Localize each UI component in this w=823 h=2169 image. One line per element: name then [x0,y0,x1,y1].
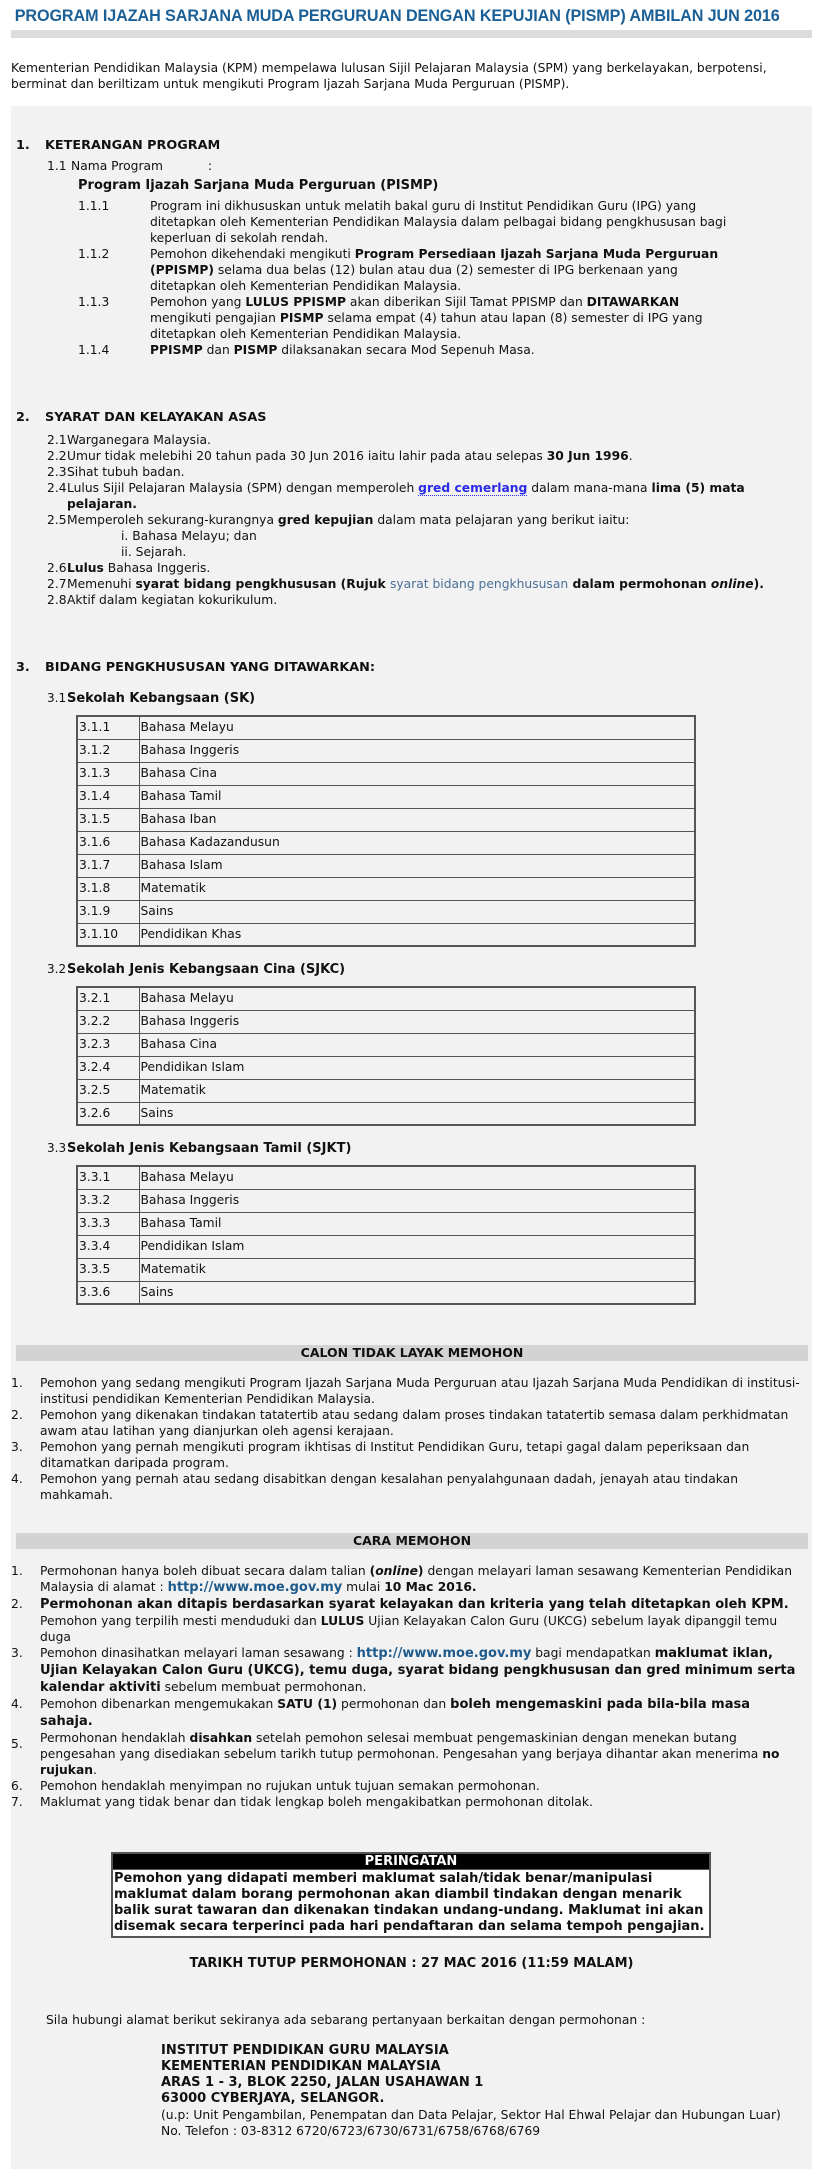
item-number: 2.3 [47,465,67,479]
list-item [11,1439,806,1471]
section-ineligible [11,1345,812,1503]
item-text: Memenuhi syarat bidang pengkhususan (Rujuk syarat bidang pengkhususan dalam permohonan online). [67,577,764,591]
table-row [77,1033,695,1056]
item-text: Permohonan hanya boleh dibuat secara dalam talian (online) dengan melayari laman sesawang Kementerian Pendidikan Malaysia di alamat : http://www.moe.gov.my mulai 10 Mac 2016. [40,1564,793,1595]
item-number: 3.3 [47,1141,67,1155]
specialization-code: 3.1.4 [77,785,139,808]
item-text: Pemohon yang LULUS PPISMP akan diberikan Sijil Tamat PPISMP dan DITAWARKAN mengikuti pengajian PISMP selama empat (4) tahun atau lapan (8) semester di IPG yang ditetapkan oleh Kementerian Pendidikan Malaysia. [150,295,703,341]
specialization-code: 3.1.2 [77,739,139,762]
subsection-heading-sjkt [47,1140,812,1157]
label-text: Nama Program [71,159,164,173]
item-number: 3. [11,1440,23,1454]
specialization-name: Bahasa Tamil [139,785,695,808]
table-row [77,1102,695,1125]
phone-line: No. Telefon : 03-8312 6720/6723/6730/6731/6758/6768/6769 [161,2124,541,2138]
list-item [11,1563,806,1596]
list-item [47,576,812,592]
item-text: PPISMP dan PISMP dilaksanakan secara Mod Sepenuh Masa. [150,343,535,357]
specialization-code: 3.2.4 [77,1056,139,1079]
item-number: 3. [11,1646,23,1660]
ineligible-banner: CALON TIDAK LAYAK MEMOHON [16,1345,808,1361]
specialization-code: 3.1.10 [77,923,139,946]
specialization-code: 3.3.3 [77,1212,139,1235]
list-item [11,1645,806,1696]
item-number: 1.1.2 [78,247,110,261]
specialization-code: 3.1.1 [77,716,139,739]
section-heading [16,410,812,426]
item-text: Memperoleh sekurang-kurangnya gred kepujian dalam mata pelajaran yang berikut iaitu: [67,513,630,527]
table-row [77,1189,695,1212]
specialization-code: 3.1.5 [77,808,139,831]
list-item [11,1471,806,1503]
closing-date: TARIKH TUTUP PERMOHONAN : 27 MAC 2016 (11:59 MALAM) [189,1956,634,1971]
item-number: 6. [11,1779,23,1793]
how-to-apply-list [11,1563,812,1810]
section-number: 2. [16,410,30,425]
table-row [77,877,695,900]
specialization-code: 3.1.3 [77,762,139,785]
section-requirements [11,410,812,608]
item-number: 2.7 [47,577,67,591]
specialization-code: 3.2.6 [77,1102,139,1125]
item-number: 7. [11,1795,23,1809]
specialization-name: Bahasa Melayu [139,1166,695,1189]
content-panel [11,106,812,2169]
item-text: Pemohon hendaklah menyimpan no rujukan untuk tujuan semakan permohonan. [40,1779,540,1793]
warning-text: Pemohon yang didapati memberi maklumat salah/tidak benar/manipulasi maklumat dalam borang permohonan akan diambil tindakan dengan menarik balik surat tawaran dan dikenakan tindakan undang-undang. Maklumat ini akan disemak secara terperinci pada hari pendaftaran dan selama tempoh pengajian. [114,1871,705,1934]
item-text: Pemohon yang pernah atau sedang disabitkan dengan kesalahan penyalahgunaan dadah, jenayah atau tindakan mahkamah. [40,1472,738,1502]
subsection-title: Sekolah Jenis Kebangsaan Cina (SJKC) [67,962,346,977]
item-text: Pemohon dikehendaki mengikuti Program Persediaan Ijazah Sarjana Muda Perguruan (PPISMP) selama dua belas (12) bulan atau dua (2) semester di IPG berkenaan yang ditetapkan oleh Kementerian Pendidikan Malaysia. [150,247,719,293]
sk-specialization-table [76,715,696,947]
list-item [47,480,812,512]
title-divider [11,30,812,38]
moe-website-link[interactable]: http://www.moe.gov.my [356,1646,532,1661]
address-line: ARAS 1 - 3, BLOK 2250, JALAN USAHAWAN 1 [161,2075,484,2090]
item-number: 1.1.3 [78,295,110,309]
program-details-list [78,198,738,358]
specialization-name: Matematik [139,1258,695,1281]
list-item [11,1407,806,1439]
sjkc-specialization-table [76,986,696,1126]
specialization-name: Bahasa Iban [139,808,695,831]
item-number: 1.1.4 [78,343,110,357]
list-item [47,560,812,576]
table-row [77,1010,695,1033]
item-number: 3.1 [47,691,67,705]
section-heading [16,660,812,676]
table-row [77,854,695,877]
subsection-title: Sekolah Kebangsaan (SK) [67,691,256,706]
item-text: Lulus Bahasa Inggeris. [67,561,211,575]
specialization-code: 3.3.6 [77,1281,139,1304]
section-title: BIDANG PENGKHUSUSAN YANG DITAWARKAN: [45,660,375,675]
specialization-code: 3.1.8 [77,877,139,900]
specialization-code: 3.2.5 [77,1079,139,1102]
section-how-to-apply [11,1533,812,1810]
table-row [77,1166,695,1189]
list-item [78,342,738,358]
list-item [78,246,738,294]
item-number: 2.2 [47,449,67,463]
item-text: Pemohon yang pernah mengikuti program ikhtisas di Institut Pendidikan Guru, tetapi gagal dalam peperiksaan dan ditamatkan daripada program. [40,1440,750,1470]
item-text: Pemohon yang dikenakan tindakan tatatertib atau sedang dalam proses tindakan tatatertib semasa dalam perkhidmatan awam atau latihan yang dianjurkan oleh agensi kerajaan. [40,1408,789,1438]
specialization-code: 3.1.9 [77,900,139,923]
address-line: 63000 CYBERJAYA, SELANGOR. [161,2091,385,2106]
item-number: 2.4 [47,481,67,495]
specialization-name: Bahasa Melayu [139,716,695,739]
specialization-name: Bahasa Islam [139,854,695,877]
item-number: 2.1 [47,433,67,447]
item-text: Program ini dikhususkan untuk melatih bakal guru di Institut Pendidikan Guru (IPG) yang ditetapkan oleh Kementerian Pendidikan Malaysia dalam pelbagai bidang pengkhususan bagi keperluan di sekolah rendah. [150,199,727,245]
warning-title: PERINGATAN [113,1854,709,1870]
section-title: SYARAT DAN KELAYAKAN ASAS [45,410,267,425]
specialization-name: Bahasa Kadazandusun [139,831,695,854]
specialization-code: 3.2.1 [77,987,139,1010]
specialization-name: Bahasa Cina [139,762,695,785]
specialization-code: 3.3.4 [77,1235,139,1258]
sub-item: i. Bahasa Melayu; dan [121,529,257,543]
specialization-code: 3.3.1 [77,1166,139,1189]
specialization-name: Pendidikan Islam [139,1235,695,1258]
item-number: 4. [11,1472,23,1486]
how-to-apply-banner: CARA MEMOHON [16,1533,808,1549]
item-number: 4. [11,1697,23,1711]
address-line: INSTITUT PENDIDIKAN GURU MALAYSIA [161,2043,449,2058]
item-number: 2. [11,1408,23,1422]
item-number: 2.8 [47,593,67,607]
table-row [77,716,695,739]
item-number: 1.1.1 [78,199,110,213]
specialization-name: Bahasa Melayu [139,987,695,1010]
specialization-name: Matematik [139,877,695,900]
item-text: Permohonan akan ditapis berdasarkan syarat kelayakan dan kriteria yang telah ditetapkan oleh KPM. Pemohon yang terpilih mesti menduduki dan LULUS Ujian Kelayakan Calon Guru (UKCG) sebelum layak dipanggil temu duga [40,1597,789,1644]
item-number: 1. [11,1564,23,1578]
list-item [11,1730,806,1778]
specialization-code: 3.3.2 [77,1189,139,1212]
contact-address [161,2043,812,2139]
item-text: Pemohon yang sedang mengikuti Program Ijazah Sarjana Muda Perguruan atau Ijazah Sarjana Muda Pendidikan di institusi-institusi pendidikan Kementerian Pendidikan Malaysia. [40,1376,800,1406]
program-name-label [47,158,812,174]
specialization-name: Pendidikan Islam [139,1056,695,1079]
item-number: 2.6 [47,561,67,575]
subsection-heading-sk [47,690,812,707]
item-number: 1.1 [47,159,67,173]
item-number: 5. [11,1737,23,1751]
table-row [77,1212,695,1235]
specialization-name: Pendidikan Khas [139,923,695,946]
list-item [11,1596,806,1645]
contact-intro: Sila hubungi alamat berikut sekiranya ada sebarang pertanyaan berkaitan dengan permohonan : [46,2013,646,2027]
section-title: KETERANGAN PROGRAM [45,138,221,153]
specialization-name: Bahasa Tamil [139,1212,695,1235]
table-row [77,987,695,1010]
item-number: 1. [11,1376,23,1390]
table-row [77,762,695,785]
subsection-title: Sekolah Jenis Kebangsaan Tamil (SJKT) [67,1141,352,1156]
attention-line: (u.p: Unit Pengambilan, Penempatan dan Data Pelajar, Sektor Hal Ehwal Pelajar dan Hubungan Luar) [161,2108,781,2122]
address-line: KEMENTERIAN PENDIDIKAN MALAYSIA [161,2059,441,2074]
item-text: Aktif dalam kegiatan kokurikulum. [67,593,278,607]
item-text: Pemohon dinasihatkan melayari laman sesawang : http://www.moe.gov.my bagi mendapatkan maklumat iklan, Ujian Kelayakan Calon Guru (UKCG), temu duga, syarat bidang pengkhususan dan gred minimum serta kalendar aktiviti sebelum membuat permohonan. [40,1646,796,1695]
specialization-code: 3.1.6 [77,831,139,854]
table-row [77,831,695,854]
section-number: 1. [16,138,30,153]
list-item [11,1375,806,1407]
item-text: Umur tidak melebihi 20 tahun pada 30 Jun 2016 iaitu lahir pada atau selepas 30 Jun 1996. [67,449,633,463]
sjkt-specialization-table [76,1165,696,1305]
item-text: Pemohon dibenarkan mengemukakan SATU (1) permohonan dan boleh mengemaskini pada bila-bila masa sahaja. [40,1697,750,1729]
specialization-name: Bahasa Cina [139,1033,695,1056]
table-row [77,1258,695,1281]
moe-website-link[interactable]: http://www.moe.gov.my [167,1580,343,1595]
specialization-name: Sains [139,900,695,923]
item-text: Warganegara Malaysia. [67,433,211,447]
requirements-list [47,432,812,608]
table-row [77,923,695,946]
specialization-code: 3.1.7 [77,854,139,877]
sub-item: ii. Sejarah. [121,545,187,559]
table-row [77,785,695,808]
colon: : [208,159,213,173]
specialization-name: Bahasa Inggeris [139,739,695,762]
section-heading [16,138,812,154]
gred-cemerlang-link[interactable]: gred cemerlang [418,481,528,495]
table-row [77,1281,695,1304]
section-number: 3. [16,660,30,675]
intro-paragraph: Kementerian Pendidikan Malaysia (KPM) mempelawa lulusan Sijil Pelajaran Malaysia (SPM) yang berkelayakan, berpotensi, berminat dan beriltizam untuk mengikuti Program Ijazah Sarjana Muda Perguruan (PISMP). [11,61,767,91]
item-number: 3.2 [47,962,67,976]
list-item [11,1794,806,1810]
specialization-name: Sains [139,1102,695,1125]
list-item [47,448,812,464]
table-row [77,900,695,923]
item-text: Lulus Sijil Pelajaran Malaysia (SPM) dengan memperoleh gred cemerlang dalam mana-mana lima (5) mata pelajaran. [67,481,745,511]
list-item [47,512,812,528]
subsection-heading-sjkc [47,961,812,978]
specialization-code: 3.2.3 [77,1033,139,1056]
section-program-info [11,138,812,358]
warning-box [111,1852,711,1938]
item-text: Permohonan hendaklah disahkan setelah pemohon selesai membuat pengemaskinian dengan menekan butang pengesahan yang disediakan sebelum tarikh tutup permohonan. Pengesahan yang berjaya dihantar akan menerima no rujukan. [40,1731,780,1777]
program-name: Program Ijazah Sarjana Muda Perguruan (PISMP) [78,178,439,193]
list-item [11,1778,806,1794]
page-title: PROGRAM IJAZAH SARJANA MUDA PERGURUAN DENGAN KEPUJIAN (PISMP) AMBILAN JUN 2016 [14,7,780,25]
item-text: Maklumat yang tidak benar dan tidak lengkap boleh mengakibatkan permohonan ditolak. [40,1795,593,1809]
specialization-code: 3.2.2 [77,1010,139,1033]
specialization-name: Sains [139,1281,695,1304]
list-item [11,1696,806,1730]
list-item [47,432,812,448]
table-row [77,1235,695,1258]
list-item [47,592,812,608]
table-row [77,1079,695,1102]
specialization-name: Matematik [139,1079,695,1102]
syarat-bidang-link[interactable]: syarat bidang pengkhususan [389,577,569,591]
item-number: 2.5 [47,513,67,527]
list-item [78,294,738,342]
table-row [77,1056,695,1079]
section-specializations [11,660,812,1305]
specialization-name: Bahasa Inggeris [139,1189,695,1212]
list-item [78,198,738,246]
item-number: 2. [11,1597,23,1611]
table-row [77,739,695,762]
item-text: Sihat tubuh badan. [67,465,185,479]
list-item [47,464,812,480]
specialization-code: 3.3.5 [77,1258,139,1281]
table-row [77,808,695,831]
specialization-name: Bahasa Inggeris [139,1010,695,1033]
ineligible-list [11,1375,812,1503]
